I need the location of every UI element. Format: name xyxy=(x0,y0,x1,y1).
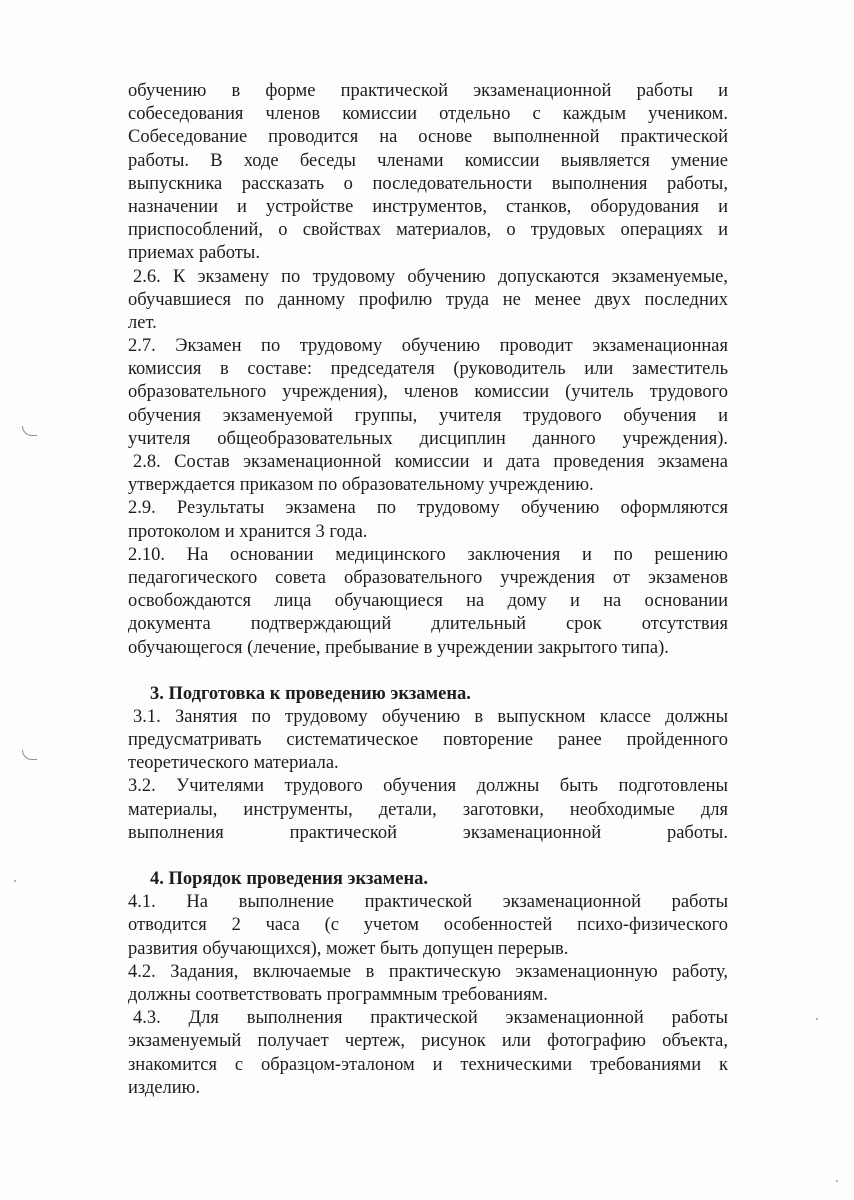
margin-punch-mark-lower xyxy=(22,750,37,760)
text-line: образовательного учреждения), членов комиссии (учитель трудового xyxy=(128,382,728,403)
text-line: развития обучающихся), может быть допущен перерыв. xyxy=(128,938,569,959)
text-line: собеседования членов комиссии отдельно с каждым учеником. xyxy=(128,104,728,125)
clause-4-3: 4.3. Для выполнения практической экзаменационной работы xyxy=(133,1008,728,1029)
text-line: должны соответствовать программным требованиям. xyxy=(128,984,548,1005)
section-3-heading: 3. Подготовка к проведению экзамена. xyxy=(150,683,471,704)
clause-2-6: 2.6. К экзамену по трудовому обучению допускаются экзаменуемые, xyxy=(133,266,728,287)
clause-2-9: 2.9. Результаты экзамена по трудовому обучению оформляются xyxy=(128,498,728,519)
text-line: знакомится с образцом-эталоном и техническими требованиями к xyxy=(128,1054,728,1075)
scan-speck xyxy=(816,1018,818,1020)
text-line: выполнения практической экзаменационной работы. xyxy=(128,822,728,843)
margin-punch-mark-upper xyxy=(22,426,37,436)
text-line: работы. В ходе беседы членами комиссии выявляется умение xyxy=(128,150,728,171)
text-line: приспособлений, о свойствах материалов, о трудовых операциях и xyxy=(128,220,728,241)
text-line: изделию. xyxy=(128,1077,201,1098)
scan-speck xyxy=(14,880,16,882)
document-page xyxy=(128,80,728,1100)
text-line: обучению в форме практической экзаменационной работы и xyxy=(128,81,728,101)
text-line: Собеседование проводится на основе выполненной практической xyxy=(128,127,728,148)
text-line: материалы, инструменты, детали, заготовки, необходимые для xyxy=(128,799,728,820)
clause-2-8: 2.8. Состав экзаменационной комиссии и дата проведения экзамена xyxy=(133,452,728,472)
text-line: протоколом и хранится 3 года. xyxy=(128,521,368,542)
text-line: лет. xyxy=(128,312,157,333)
text-line: педагогического совета образовательного учреждения от экзаменов xyxy=(128,567,728,588)
text-line: комиссия в составе: председателя (руководитель или заместитель xyxy=(128,359,728,380)
text-line: утверждается приказом по образовательному учреждению. xyxy=(128,475,594,496)
text-line: выпускника рассказать о последовательности выполнения работы, xyxy=(128,173,728,194)
text-line: отводится 2 часа (с учетом особенностей психо-физического xyxy=(128,915,728,936)
text-line: обучения экзаменуемой группы, учителя трудового обучения и xyxy=(128,405,728,426)
text-line: документа подтверждающий длительный срок отсутствия xyxy=(128,614,728,635)
scan-speck xyxy=(836,1180,838,1182)
text-line: освобождаются лица обучающиеся на дому и на основании xyxy=(128,591,728,612)
text-line: учителя общеобразовательных дисциплин данного учреждения). xyxy=(128,428,728,449)
clause-4-1: 4.1. На выполнение практической экзаменационной работы xyxy=(128,892,728,913)
text-line: предусматривать систематическое повторение ранее пройденного xyxy=(128,730,728,751)
clause-3-2: 3.2. Учителями трудового обучения должны быть подготовлены xyxy=(128,776,728,797)
text-line: теоретического материала. xyxy=(128,753,339,774)
clause-2-7: 2.7. Экзамен по трудовому обучению проводит экзаменационная xyxy=(128,336,728,357)
text-line: обучающегося (лечение, пребывание в учреждении закрытого типа). xyxy=(128,637,669,658)
clause-3-1: 3.1. Занятия по трудовому обучению в выпускном классе должны xyxy=(133,706,728,727)
clause-4-2: 4.2. Задания, включаемые в практическую экзаменационную работу, xyxy=(128,961,728,982)
text-line: экзаменуемый получает чертеж, рисунок или фотографию объекта, xyxy=(128,1031,728,1052)
text-line: назначении и устройстве инструментов, станков, оборудования и xyxy=(128,196,728,217)
section-4-heading: 4. Порядок проведения экзамена. xyxy=(150,869,428,889)
text-line: приемах работы. xyxy=(128,243,260,264)
clause-2-10: 2.10. На основании медицинского заключения и по решению xyxy=(128,544,728,565)
text-line: обучавшиеся по данному профилю труда не менее двух последних xyxy=(128,289,728,310)
